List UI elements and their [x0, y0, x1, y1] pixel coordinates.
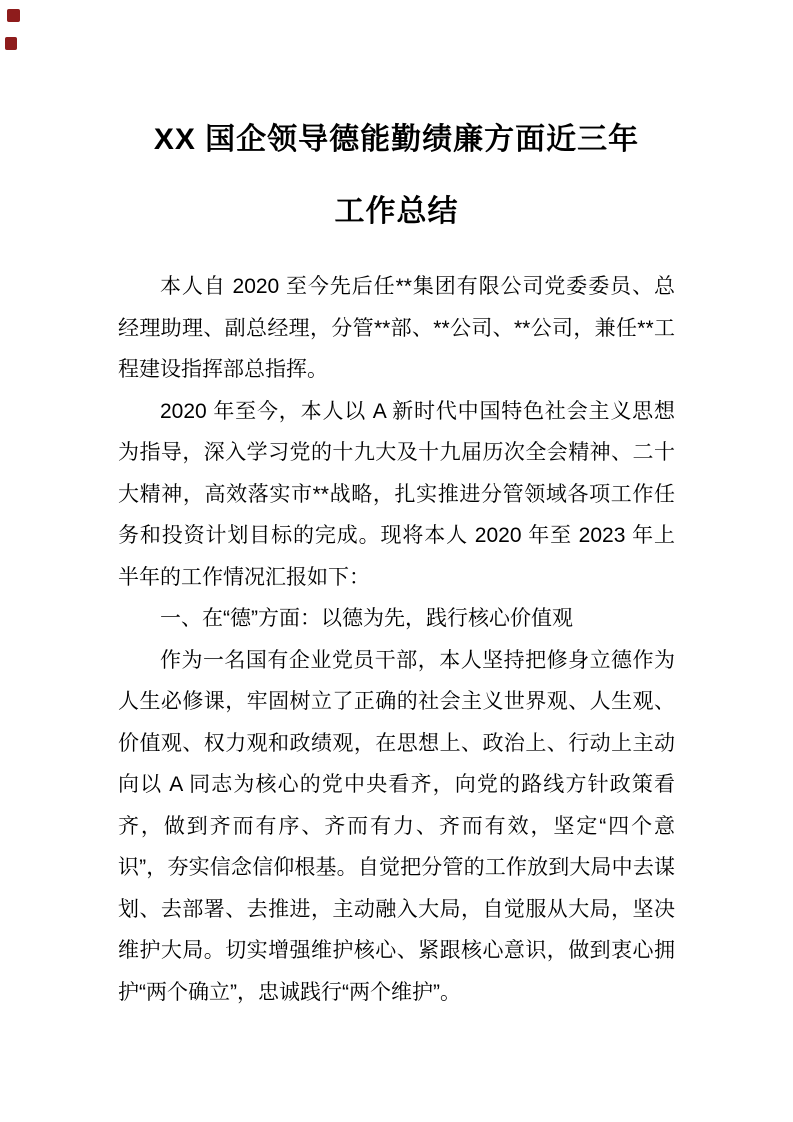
- paragraph-intro: 本人自 2020 至今先后任**集团有限公司党委委员、总经理助理、副总经理，分管**部、**公司、**公司，兼任**工程建设指挥部总指挥。: [118, 275, 675, 381]
- paragraph-de-content: 作为一名国有企业党员干部，本人坚持把修身立德作为人生必修课，牢固树立了正确的社会主义世界观、人生观、价值观、权力观和政绩观，在思想上、政治上、行动上主动向以 A 同志为核心的党中央看齐，向党的路线方针政策看齐，做到齐而有序、齐而有力、齐而有效，坚定“四个意识”，夯实信念信仰根基。自觉把分管的工作放到大局中去谋划、去部署、去推进，主动融入大局，自觉服从大局，坚决维护大局。切实增强维护核心、紧跟核心意识，做到衷心拥护“两个确立”，忠诚践行“两个维护”。: [118, 648, 675, 1004]
- section-heading-de: 一、在“德”方面：以德为先，践行核心价值观: [160, 607, 573, 630]
- document-title-line2: 工作总结: [334, 195, 459, 228]
- paragraph-overview: 2020 年至今，本人以 A 新时代中国特色社会主义思想为指导，深入学习党的十九大及十九届历次全会精神、二十大精神，高效落实市**战略，扎实推进分管领域各项工作任务和投资计划目标的完成。现将本人 2020 年至 2023 年上半年的工作情况汇报如下：: [118, 399, 675, 589]
- red-corner-mark-bottom: [5, 37, 17, 50]
- document-title: [118, 104, 675, 248]
- document-body: [118, 266, 675, 1013]
- red-corner-mark-top: [7, 9, 20, 22]
- document-title-line1: XX 国企领导德能勤绩廉方面近三年: [153, 123, 640, 156]
